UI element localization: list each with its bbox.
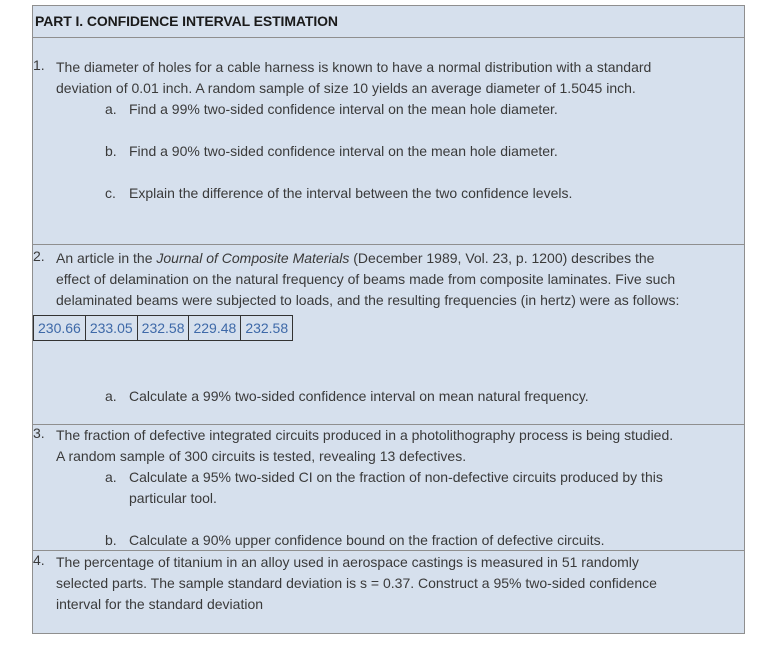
sub-text: Calculate a 99% two-sided confidence interval on mean natural frequency. [129,388,589,404]
question-number: 3. [33,425,45,441]
question-line: interval for the standard deviation [56,596,264,612]
question-text [56,425,746,467]
question-number: 4. [33,552,45,568]
journal-name: Journal of Composite Materials [156,250,350,266]
question-number: 2. [33,248,45,264]
sub-question-a [105,99,558,120]
sub-text: Explain the difference of the interval between the two confidence levels. [129,185,573,201]
sub-label: c. [105,185,116,201]
question-line: The fraction of defective integrated circuits produced in a photolithography process is being studied. [56,427,674,443]
sub-text-continued: particular tool. [129,490,217,506]
sub-text: Find a 90% two-sided confidence interval on the mean hole diameter. [129,143,558,159]
question-text [56,552,746,615]
data-cell: 232.58 [137,316,189,341]
question-line: deviation of 0.01 inch. A random sample of size 10 yields an average diameter of 1.5045 inch. [56,80,636,96]
question-number: 1. [33,57,45,73]
sub-label: b. [105,532,117,548]
question-text [56,57,746,99]
question-text [56,248,746,311]
question-3 [33,424,744,551]
sub-question-a [105,386,589,407]
sub-text: Calculate a 95% two-sided CI on the fraction of non-defective circuits produced by this [129,469,663,485]
question-line [56,248,746,269]
table-row [34,316,293,341]
sub-question-c [105,183,572,204]
data-cell: 233.05 [85,316,137,341]
question-4 [33,550,744,634]
text-run: (December 1989, Vol. 23, p. 1200) describes the [349,250,655,266]
sub-label: b. [105,143,117,159]
sub-question-b [105,530,605,551]
header-row [33,6,744,38]
question-2 [33,244,744,424]
question-line: effect of delamination on the natural frequency of beams made from composite laminates. Five such [56,271,676,287]
question-1 [33,38,744,246]
sub-text: Calculate a 90% upper confidence bound on the fraction of defective circuits. [129,532,605,548]
sub-question-b [105,141,558,162]
text-run: An article in the [56,250,157,266]
question-line: The percentage of titanium in an alloy used in aerospace castings is measured in 51 randomly [56,554,639,570]
page-title: PART I. CONFIDENCE INTERVAL ESTIMATION [35,13,338,29]
data-cell: 230.66 [34,316,86,341]
sub-label: a. [105,469,117,485]
data-cell: 229.48 [189,316,241,341]
question-line: selected parts. The sample standard deviation is s = 0.37. Construct a 95% two-sided confidence [56,575,657,591]
question-line: delaminated beams were subjected to loads, and the resulting frequencies (in hertz) were as follows: [56,292,680,308]
sub-label: a. [105,388,117,404]
question-line: A random sample of 300 circuits is tested, revealing 13 defectives. [56,448,467,464]
question-line: The diameter of holes for a cable harness is known to have a normal distribution with a standard [56,59,652,75]
data-cell: 232.58 [241,316,293,341]
worksheet [32,5,745,634]
sub-label: a. [105,101,117,117]
sub-text: Find a 99% two-sided confidence interval on the mean hole diameter. [129,101,558,117]
frequency-data-table [33,315,293,341]
sub-question-a [105,467,663,509]
